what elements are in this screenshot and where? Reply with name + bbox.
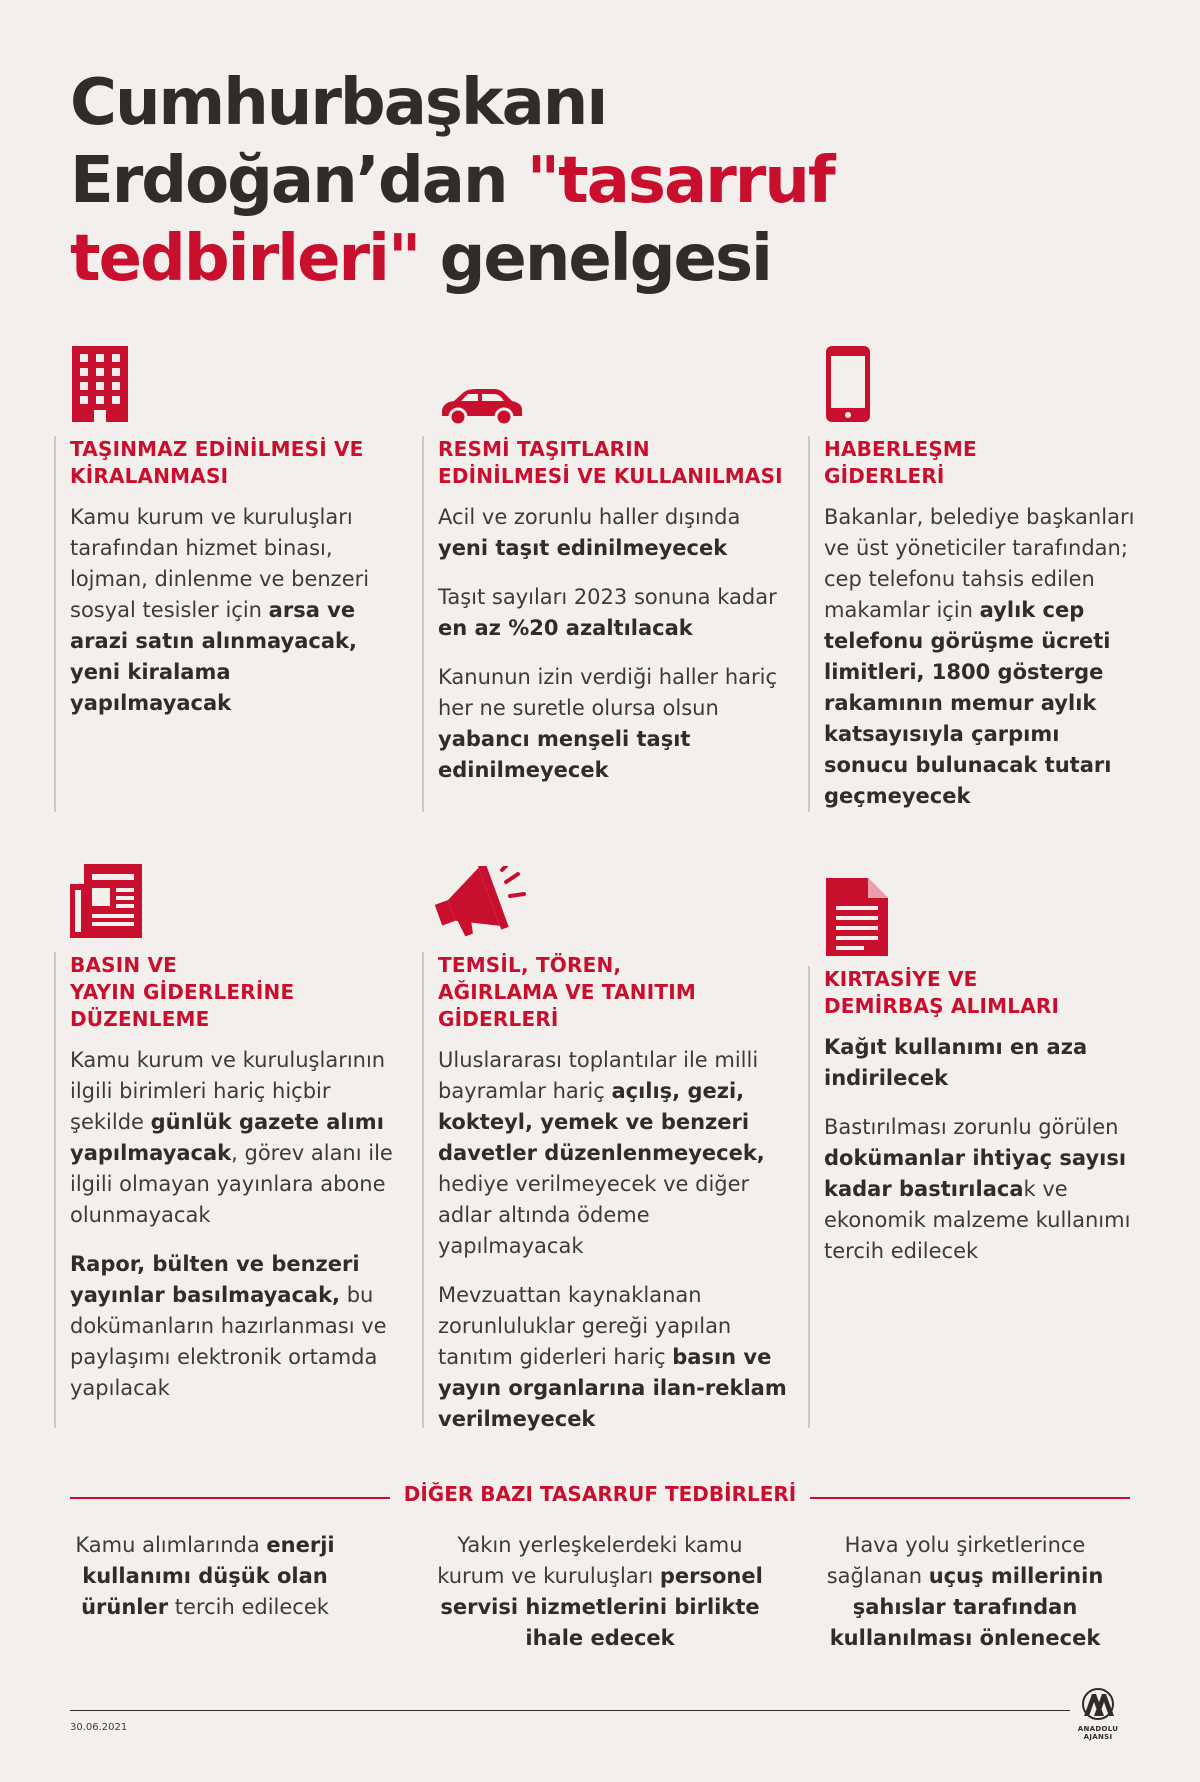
section-heading: BASIN VE YAYIN GİDERLERİNE DÜZENLEME (70, 953, 295, 1031)
paragraph (438, 1280, 792, 1435)
emphasis-text: Kağıt kullanımı en aza indirilecek (824, 1035, 1088, 1090)
body-text: Mevzuattan kaynaklanan zorunluluklar gereği yapılan tanıtım giderleri hariç (438, 1283, 732, 1369)
section-6 (808, 966, 1148, 1428)
section-body (70, 502, 394, 719)
body-text: Kamu kurum ve kuruluşları tarafından hizmet binası, lojman, dinlenme ve benzeri sosyal tesisler için (70, 505, 370, 622)
other-measure-3 (820, 1530, 1110, 1654)
logo-text: ANADOLU AJANSI (1077, 1725, 1119, 1741)
emphasis-text: Rapor, bülten ve benzeri yayınlar basılmayacak, (70, 1252, 360, 1307)
paragraph (824, 1032, 1148, 1094)
date-label: 30.06.2021 (70, 1722, 128, 1733)
section-body (70, 1045, 394, 1404)
body-text: Bakanlar, belediye başkanları ve üst yöneticiler tarafından; cep telefonu tahsis edilen makamlar için (824, 505, 1135, 622)
paragraph (438, 1045, 792, 1262)
emphasis-text: aylık cep telefonu görüşme ücreti limitleri, 1800 gösterge rakamının memur aylık katsayısıyla çarpımı sonucu bulunacak tutarı geçmeyecek (824, 598, 1112, 808)
other-measure-1 (70, 1530, 340, 1623)
emphasis-text: dokümanlar ihtiyaç sayısı kadar bastırılaca (824, 1146, 1127, 1201)
other-measure-2 (430, 1530, 770, 1654)
section-3 (808, 436, 1148, 812)
megaphone-icon (432, 866, 528, 938)
body-text: Kanunun izin verdiği haller hariç her ne suretle olursa olsun (438, 665, 778, 720)
section-heading: KIRTASİYE VE DEMİRBAŞ ALIMLARI (824, 967, 1060, 1018)
aa-logo-icon (1078, 1688, 1118, 1720)
paragraph (824, 502, 1148, 812)
footer-line (70, 1710, 1070, 1711)
paragraph (438, 502, 792, 564)
emphasis-text: yeni taşıt edinilmeyecek (438, 536, 728, 560)
paragraph (438, 662, 792, 786)
title-line2-red: "tasarruf (526, 144, 834, 218)
body-text: , görev alanı ile ilgili olmayan yayınlara abone olunmayacak (70, 1141, 393, 1227)
section-body (438, 502, 792, 786)
page-title (70, 64, 1070, 298)
body-text: Hava yolu şirketlerince sağlanan (826, 1533, 1086, 1588)
document-icon (826, 878, 888, 956)
paragraph (70, 1045, 394, 1231)
body-text: Taşıt sayıları 2023 sonuna kadar (438, 585, 777, 609)
mobile-phone-icon (826, 346, 870, 422)
title-line1: Cumhurbaşkanı (70, 66, 607, 140)
body-text: bu dokümanların hazırlanması ve paylaşımı elektronik ortamda yapılacak (70, 1283, 387, 1400)
emphasis-text: günlük gazete alımı yapılmayacak (70, 1110, 384, 1165)
anadolu-ajansi-logo (1068, 1688, 1128, 1741)
car-icon (438, 388, 524, 426)
emphasis-text: açılış, gezi, kokteyl, yemek ve benzeri davetler düzenlenmeyecek, (438, 1079, 765, 1165)
emphasis-text: basın ve yayın organlarına ilan-reklam verilmeyecek (438, 1345, 787, 1431)
body-text: tercih edilecek (168, 1595, 329, 1619)
body-text: Yakın yerleşkelerdeki kamu kurum ve kuruluşları (437, 1533, 743, 1588)
emphasis-text: yabancı menşeli taşıt edinilmeyecek (438, 727, 691, 782)
body-text: hediye verilmeyecek ve diğer adlar altında ödeme yapılmayacak (438, 1172, 750, 1258)
title-line3-red: tedbirleri" (70, 222, 420, 296)
building-icon (72, 346, 128, 422)
title-line2-dark: Erdoğan’dan (70, 144, 527, 218)
section-heading: HABERLEŞME GİDERLERİ (824, 437, 977, 488)
section-2 (422, 436, 792, 812)
paragraph (70, 502, 394, 719)
body-text: k ve ekonomik malzeme kullanımı tercih edilecek (824, 1177, 1131, 1263)
body-text: Kamu alımlarında (75, 1533, 267, 1557)
section-1 (54, 436, 394, 812)
emphasis-text: enerji kullanımı düşük olan ürünler (81, 1533, 335, 1619)
section-5 (422, 952, 792, 1431)
divider-line-right (810, 1497, 1130, 1499)
emphasis-text: en az %20 azaltılacak (438, 616, 693, 640)
paragraph (824, 1112, 1148, 1267)
title-line3-dark: genelgesi (419, 222, 771, 296)
body-text: Bastırılması zorunlu görülen (824, 1115, 1119, 1139)
emphasis-text: personel servisi hizmetlerini birlikte ihale edecek (440, 1564, 763, 1650)
body-text: Uluslararası toplantılar ile milli bayramlar hariç (438, 1048, 759, 1103)
section-heading: TAŞINMAZ EDİNİLMESİ VE KİRALANMASI (70, 437, 364, 488)
section-4 (54, 952, 394, 1428)
other-measures-divider (70, 1482, 1130, 1512)
section-body (824, 502, 1148, 812)
paragraph (70, 1249, 394, 1404)
newspaper-icon (70, 864, 142, 938)
section-body (438, 1045, 792, 1435)
section-heading: TEMSİL, TÖREN, AĞIRLAMA VE TANITIM GİDERLERİ (438, 953, 696, 1031)
other-measures-title: DİĞER BAZI TASARRUF TEDBİRLERİ (403, 1482, 797, 1506)
section-body (824, 1032, 1148, 1267)
emphasis-text: uçuş millerinin şahıslar tarafından kullanılması önlenecek (829, 1564, 1104, 1650)
body-text: Acil ve zorunlu haller dışında (438, 505, 741, 529)
emphasis-text: arsa ve arazi satın alınmayacak, yeni kiralama yapılmayacak (70, 598, 357, 715)
paragraph (438, 582, 792, 644)
section-heading: RESMİ TAŞITLARIN EDİNİLMESİ VE KULLANILMASI (438, 437, 783, 488)
body-text: Kamu kurum ve kuruluşlarının ilgili birimleri hariç hiçbir şekilde (70, 1048, 386, 1134)
